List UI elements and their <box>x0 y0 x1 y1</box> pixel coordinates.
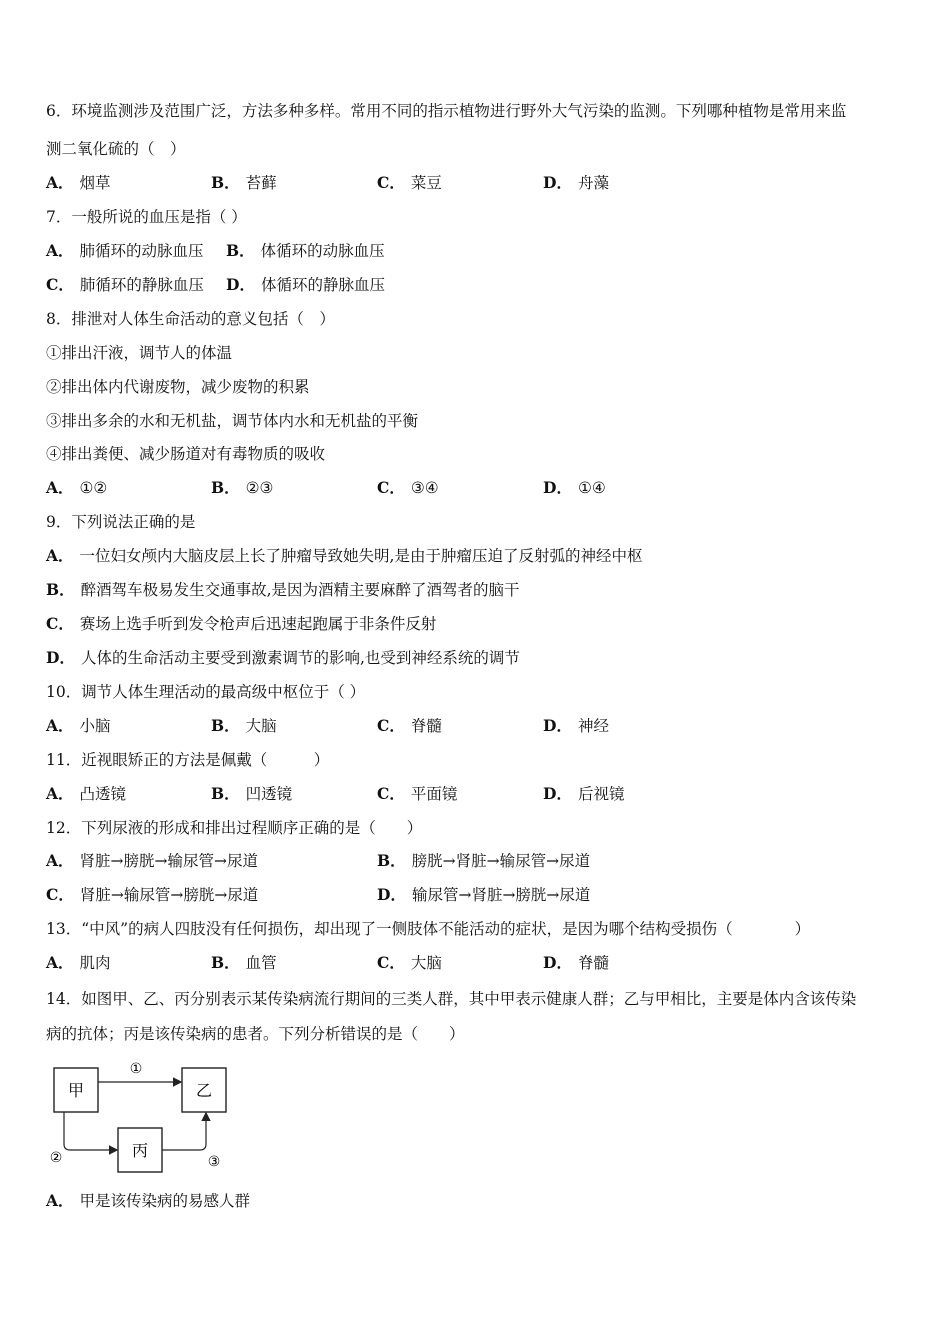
q14-option-a: A． 甲是该传染病的易感人群 <box>46 1191 251 1210</box>
q8-option-c: C． ③④ <box>377 478 439 497</box>
arrow-1-label: ① <box>129 1061 143 1077</box>
q13-option-b: B． 血管 <box>211 953 277 972</box>
q10-option-b: B． 大脑 <box>211 716 277 735</box>
q7-option-c: C． 肺循环的静脉血压 <box>46 275 204 294</box>
q10-option-d: D． 神经 <box>543 716 609 735</box>
q11-stem: 11．近视眼矫正的方法是佩戴（ ） <box>46 751 330 769</box>
q9-option-b: B． 醉酒驾车极易发生交通事故,是因为酒精主要麻醉了酒驾者的脑干 <box>46 580 520 599</box>
q7-option-a: A． 肺循环的动脉血压 <box>46 241 204 260</box>
q10-stem: 10．调节人体生理活动的最高级中枢位于（ ） <box>46 683 366 701</box>
q11-option-d: D． 后视镜 <box>543 784 625 803</box>
q10-option-a: A． 小脑 <box>46 716 111 735</box>
q11-option-a: A． 凸透镜 <box>46 784 127 803</box>
q14-stem-line1: 14．如图甲、乙、丙分别表示某传染病流行期间的三类人群，其中甲表示健康人群；乙与甲相比，主要是体内含该传染 <box>46 990 857 1008</box>
q8-item-3: ③排出多余的水和无机盐，调节体内水和无机盐的平衡 <box>46 412 419 430</box>
q11-option-b: B． 凹透镜 <box>211 784 293 803</box>
q8-item-4: ④排出粪便、减少肠道对有毒物质的吸收 <box>46 445 326 463</box>
q13-option-d: D． 脊髓 <box>543 953 609 972</box>
q7-option-b: B． 体循环的动脉血压 <box>226 241 385 260</box>
arrow-2 <box>64 1112 116 1150</box>
q14-stem-line2: 病的抗体；丙是该传染病的患者。下列分析错误的是（ ） <box>46 1025 465 1043</box>
box-bing-label: 丙 <box>131 1141 149 1160</box>
q10-option-c: C． 脊髓 <box>377 716 442 735</box>
q8-stem: 8．排泄对人体生命活动的意义包括（ ） <box>46 310 335 328</box>
q9-option-a: A． 一位妇女颅内大脑皮层上长了肿瘤导致她失明,是由于肿瘤压迫了反射弧的神经中枢 <box>46 546 643 565</box>
q6-option-c: C． 菜豆 <box>377 173 442 192</box>
q6-option-d: D． 舟藻 <box>543 173 609 192</box>
q12-option-c: C． 肾脏→输尿管→膀胱→尿道 <box>46 885 259 904</box>
q12-stem: 12．下列尿液的形成和排出过程顺序正确的是（ ） <box>46 819 423 837</box>
box-yi-label: 乙 <box>195 1081 213 1100</box>
q9-option-d: D． 人体的生命活动主要受到激素调节的影响,也受到神经系统的调节 <box>46 648 520 667</box>
q6-option-a: A． 烟草 <box>46 173 111 192</box>
arrow-2-label: ② <box>49 1150 63 1166</box>
q8-option-a: A． ①② <box>46 478 108 497</box>
q6-stem-line1: 6．环境监测涉及范围广泛，方法多种多样。常用不同的指示植物进行野外大气污染的监测。下列哪种植物是常用来监 <box>46 102 847 120</box>
q8-option-d: D． ①④ <box>543 478 606 497</box>
box-jia-label: 甲 <box>67 1081 85 1100</box>
q7-option-d: D． 体循环的静脉血压 <box>226 275 385 294</box>
q6-stem-line2: 测二氧化硫的（ ） <box>46 140 186 158</box>
q8-item-1: ①排出汗液，调节人的体温 <box>46 344 233 362</box>
arrow-3 <box>162 1114 206 1150</box>
q12-option-d: D． 输尿管→肾脏→膀胱→尿道 <box>377 885 591 904</box>
q13-stem: 13．“中风”的病人四肢没有任何损伤，却出现了一侧肢体不能活动的症状，是因为哪个结构受损伤（ ） <box>46 920 811 938</box>
q9-stem: 9．下列说法正确的是 <box>46 513 196 531</box>
q13-option-c: C． 大脑 <box>377 953 442 972</box>
q12-option-a: A． 肾脏→膀胱→输尿管→尿道 <box>46 851 258 870</box>
q7-stem: 7．一般所说的血压是指（ ） <box>46 208 247 226</box>
q8-option-b: B． ②③ <box>211 478 274 497</box>
q8-item-2: ②排出体内代谢废物，减少废物的积累 <box>46 378 310 396</box>
q13-option-a: A． 肌肉 <box>46 953 111 972</box>
q12-option-b: B． 膀胱→肾脏→输尿管→尿道 <box>377 851 591 870</box>
arrow-3-label: ③ <box>207 1154 221 1170</box>
q6-option-b: B． 苔藓 <box>211 173 277 192</box>
q11-option-c: C． 平面镜 <box>377 784 458 803</box>
q9-option-c: C． 赛场上选手听到发令枪声后迅速起跑属于非条件反射 <box>46 614 437 633</box>
population-flow-diagram <box>44 1056 244 1176</box>
